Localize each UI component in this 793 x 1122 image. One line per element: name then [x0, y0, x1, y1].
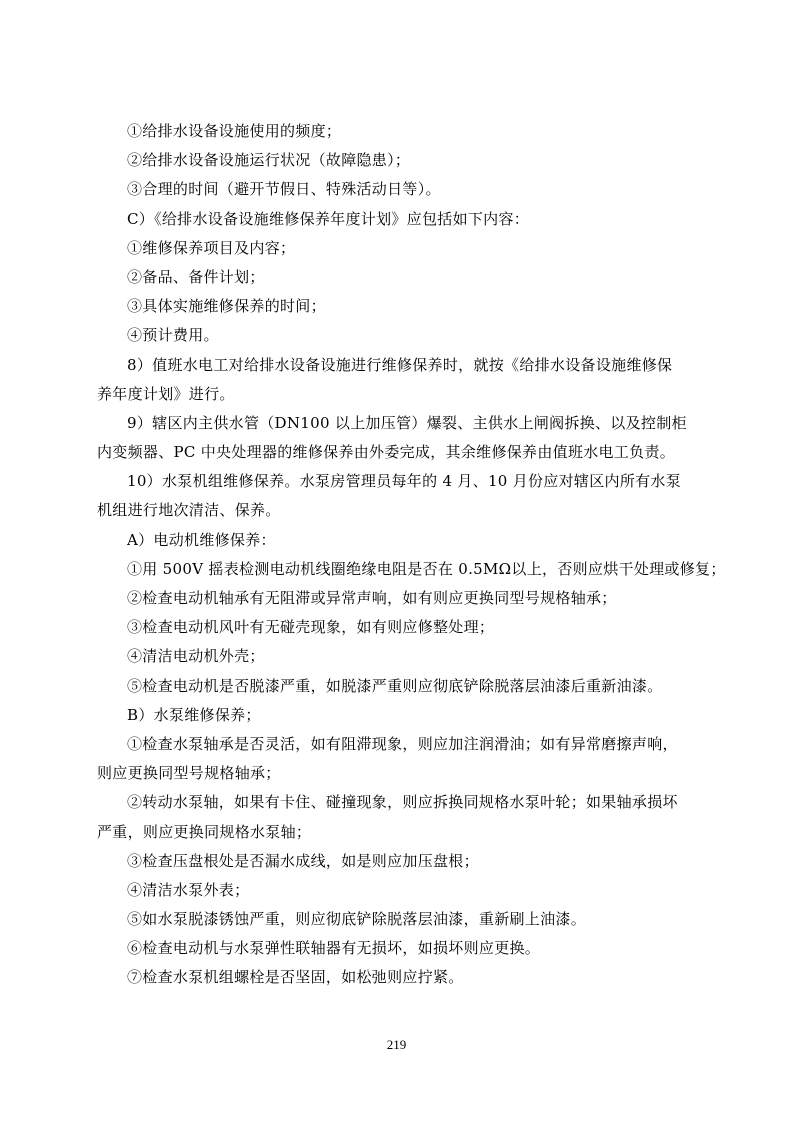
- paragraph-line: 8）值班水电工对给排水设备设施进行维修保养时，就按《给排水设备设施维修保: [127, 355, 673, 374]
- paragraph-line: ②备品、备件计划；: [127, 267, 265, 286]
- paragraph-line: B）水泵维修保养；: [127, 705, 261, 724]
- page-number: 219: [386, 1037, 407, 1052]
- paragraph-line: ③检查电动机风叶有无碰壳现象，如有则应修整处理；: [127, 618, 495, 637]
- paragraph-line: ④预计费用。: [127, 326, 219, 345]
- paragraph-line: ①给排水设备设施使用的频度；: [127, 122, 342, 140]
- paragraph-line: 内变频器、PC 中央处理器的维修保养由外委完成，其余维修保养由值班水电工负责。: [97, 443, 676, 462]
- document-body: [97, 117, 726, 993]
- paragraph-line: 养年度计划》进行。: [97, 384, 235, 403]
- paragraph-line: ①维修保养项目及内容；: [127, 238, 296, 257]
- paragraph-line: ⑥检查电动机与水泵弹性联轴器有无损坏，如损坏则应更换。: [127, 939, 541, 958]
- paragraph-line: 10）水泵机组维修保养。水泵房管理员每年的 4 月、10 月份应对辖区内所有水泵: [127, 472, 682, 491]
- paragraph-line: ④清洁电动机外壳；: [127, 647, 265, 666]
- paragraph-line: ③合理的时间（避开节假日、特殊活动日等）。: [127, 180, 441, 199]
- paragraph-line: ③检查压盘根处是否漏水成线，如是则应加压盘根；: [127, 851, 479, 870]
- paragraph-line: ①检查水泵轴承是否灵活，如有阻滞现象，则应加注润滑油；如有异常磨擦声响，: [127, 734, 678, 753]
- paragraph-line: ⑤检查电动机是否脱漆严重，如脱漆严重则应彻底铲除脱落层油漆后重新油漆。: [127, 676, 663, 695]
- paragraph-line: ④清洁水泵外表；: [127, 880, 250, 899]
- paragraph-line: ③具体实施维修保养的时间；: [127, 297, 326, 316]
- paragraph-line: 机组进行地次清洁、保养。: [97, 501, 281, 520]
- paragraph-line: ②给排水设备设施运行状况（故障隐患）；: [127, 151, 411, 170]
- paragraph-line: ②检查电动机轴承有无阻滞或异常声响，如有则应更换同型号规格轴承；: [127, 589, 617, 607]
- paragraph-line: 严重，则应更换同规格水泵轴；: [97, 822, 312, 841]
- paragraph-line: 9）辖区内主供水管（DN100 以上加压管）爆裂、主供水上闸阀拆换、以及控制柜: [127, 413, 687, 432]
- paragraph-line: ⑤如水泵脱漆锈蚀严重，则应彻底铲除脱落层油漆，重新刷上油漆。: [127, 910, 587, 929]
- paragraph-line: ①用 500V 摇表检测电动机线圈绝缘电阻是否在 0.5MΩ以上，否则应烘干处理或修复；: [127, 559, 726, 578]
- paragraph-line: ⑦检查水泵机组螺栓是否坚固，如松弛则应拧紧。: [127, 968, 464, 987]
- paragraph-line: A）电动机维修保养：: [127, 530, 276, 549]
- paragraph-line: C）《给排水设备设施维修保养年度计划》应包括如下内容：: [127, 209, 530, 228]
- paragraph-line: ②转动水泵轴，如果有卡住、碰撞现象，则应拆换同规格水泵叶轮；如果轴承损坏: [127, 793, 678, 812]
- paragraph-line: 则应更换同型号规格轴承；: [97, 764, 281, 783]
